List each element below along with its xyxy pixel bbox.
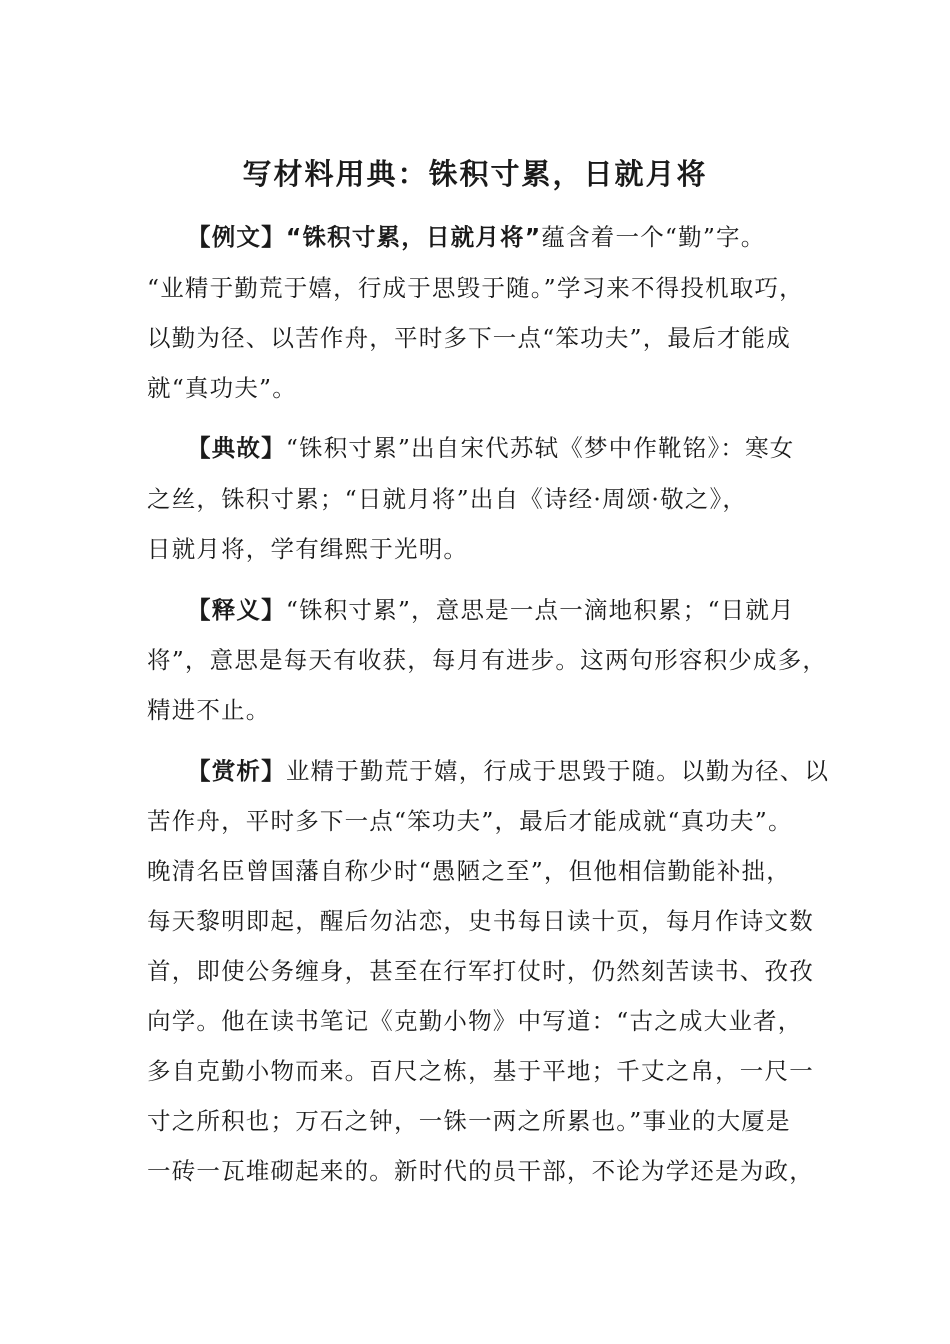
- section-label-example: 【例文】: [187, 223, 286, 251]
- paragraph-analysis-line-7: 多自克勤小物而来。百尺之栋，基于平地；千丈之帛，一尺一: [147, 1057, 814, 1085]
- analysis-line-1-text: 业精于勤荒于嬉，行成于思毁于随。以勤为径、以: [285, 757, 830, 785]
- paragraph-allusion-line-1: [187, 433, 827, 463]
- paragraph-example-line-1: [187, 222, 827, 252]
- section-label-meaning: 【释义】: [187, 596, 286, 624]
- page-title: 写材料用典：铢积寸累，日就月将: [242, 157, 708, 191]
- paragraph-meaning-line-1: [187, 595, 827, 625]
- paragraph-analysis-line-9: 一砖一瓦堆砌起来的。新时代的员干部，不论为学还是为政，: [147, 1157, 814, 1185]
- example-key-phrase: “铢积寸累，日就月将”: [285, 223, 542, 251]
- paragraph-example-line-3: 以勤为径、以苦作舟，平时多下一点“笨功夫”，最后才能成: [147, 324, 791, 352]
- paragraph-meaning-line-2: 将”，意思是每天有收获，每月有进步。这两句形容积少成多，: [147, 646, 828, 674]
- example-line-1-text: 蕴含着一个“勤”字。: [541, 223, 766, 251]
- paragraph-analysis-line-4: 每天黎明即起，醒后勿沾恋，史书每日读十页，每月作诗文数: [147, 907, 814, 935]
- paragraph-example-line-2: “业精于勤荒于嬉，行成于思毁于随。”学习来不得投机取巧，: [147, 274, 804, 302]
- meaning-line-1-text: “铢积寸累”，意思是一点一滴地积累；“日就月: [285, 596, 795, 624]
- paragraph-analysis-line-2: 苦作舟，平时多下一点“笨功夫”，最后才能成就“真功夫”。: [147, 807, 793, 835]
- paragraph-analysis-line-6: 向学。他在读书笔记《克勤小物》中写道：“古之成大业者，: [147, 1007, 803, 1035]
- allusion-line-1-text: “铢积寸累”出自宋代苏轼《梦中作靴铭》：寒女: [285, 434, 795, 462]
- paragraph-example-line-4: 就“真功夫”。: [147, 374, 297, 402]
- paragraph-analysis-line-8: 寸之所积也；万石之钟，一铢一两之所累也。”事业的大厦是: [147, 1107, 791, 1135]
- paragraph-analysis-line-5: 首，即使公务缠身，甚至在行军打仗时，仍然刻苦读书、孜孜: [147, 957, 814, 985]
- paragraph-analysis-line-1: [187, 756, 830, 786]
- section-label-analysis: 【赏析】: [187, 757, 286, 785]
- paragraph-meaning-line-3: 精进不止。: [147, 696, 271, 724]
- paragraph-allusion-line-3: 日就月将，学有缉熙于光明。: [147, 535, 469, 563]
- section-label-allusion: 【典故】: [187, 434, 286, 462]
- paragraph-allusion-line-2: 之丝，铢积寸累；“日就月将”出自《诗经·周颂·敬之》，: [147, 485, 748, 513]
- paragraph-analysis-line-3: 晚清名臣曾国藩自称少时“愚陋之至”，但他相信勤能补拙，: [147, 857, 791, 885]
